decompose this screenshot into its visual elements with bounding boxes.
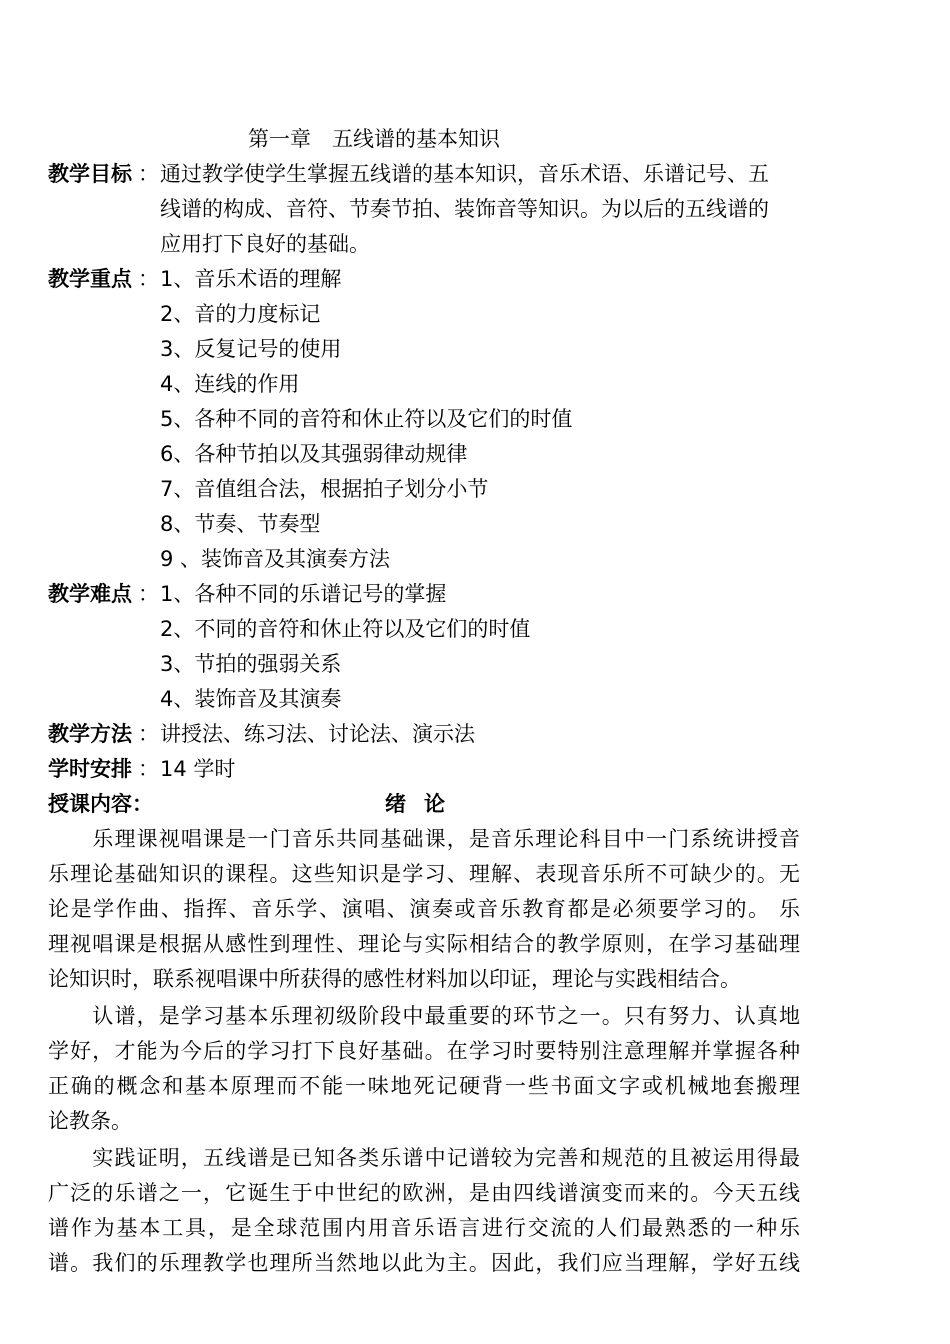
difficult-point-item: 4、装饰音及其演奏 xyxy=(160,687,342,711)
key-point-row xyxy=(0,437,950,472)
paragraph-text: 实践证明，五线谱是已知各类乐谱中记谱较为完善和规范的且被运用得最 xyxy=(48,1146,800,1170)
paragraph-line xyxy=(0,822,950,857)
difficult-point-item: 3、节拍的强弱关系 xyxy=(160,652,342,676)
section-heading: 绪论 xyxy=(385,792,463,816)
key-point-item: 7、音值组合法，根据拍子划分小节 xyxy=(160,477,489,501)
key-point-item: 2、音的力度标记 xyxy=(160,302,321,326)
paragraph-text: 理视唱课是根据从感性到理性、理论与实际相结合的教学原则，在学习基础理 xyxy=(48,932,800,956)
difficult-points-label: 教学难点 xyxy=(48,582,132,606)
difficult-point-row xyxy=(0,647,950,682)
key-point-row xyxy=(0,367,950,402)
key-point-item: 9 、装饰音及其演奏方法 xyxy=(160,547,391,571)
paragraph-text: 谱作为基本工具，是全球范围内用音乐语言进行交流的人们最熟悉的一种乐 xyxy=(48,1216,800,1240)
hours-label: 学时安排 xyxy=(48,757,132,781)
label-colon: ： xyxy=(138,582,159,606)
paragraph-text: 认谱，是学习基本乐理初级阶段中最重要的环节之一。只有努力、认真地 xyxy=(48,1004,800,1028)
difficult-points-row xyxy=(0,577,950,612)
hours-row xyxy=(0,752,950,787)
key-point-row xyxy=(0,402,950,437)
key-points-label: 教学重点 xyxy=(48,267,132,291)
teaching-goal-row xyxy=(0,157,950,192)
paragraph-line xyxy=(0,1141,950,1176)
key-point-item: 4、连线的作用 xyxy=(160,372,300,396)
chapter-title: 第一章 五线谱的基本知识 xyxy=(248,127,500,151)
label-colon: ： xyxy=(138,722,159,746)
key-point-row xyxy=(0,297,950,332)
key-point-row xyxy=(0,507,950,542)
paragraph-text: 论知识时，联系视唱课中所获得的感性材料加以印证，理论与实践相结合。 xyxy=(48,967,741,991)
teaching-goal-label: 教学目标 xyxy=(48,162,132,186)
key-point-row xyxy=(0,472,950,507)
methods-value: 讲授法、练习法、讨论法、演示法 xyxy=(160,722,475,746)
difficult-point-row xyxy=(0,612,950,647)
chapter-title-line xyxy=(0,122,950,157)
paragraph-line xyxy=(0,1211,950,1246)
difficult-point-row xyxy=(0,682,950,717)
paragraph-text: 论教条。 xyxy=(48,1109,132,1133)
content-heading-row xyxy=(0,787,950,822)
methods-row xyxy=(0,717,950,752)
paragraph-line xyxy=(0,1104,950,1139)
key-point-item: 3、反复记号的使用 xyxy=(160,337,342,361)
paragraph-line xyxy=(0,962,950,997)
label-colon: ： xyxy=(138,267,159,291)
label-colon: ： xyxy=(138,757,159,781)
paragraph-line xyxy=(0,999,950,1034)
paragraph-text: 乐理论基础知识的课程。这些知识是学习、理解、表现音乐所不可缺少的。无 xyxy=(48,862,800,886)
paragraph-text: 学好，才能为今后的学习打下良好基础。在学习时要特别注意理解并掌握各种 xyxy=(48,1039,800,1063)
paragraph-line xyxy=(0,857,950,892)
teaching-goal-row-3 xyxy=(0,227,950,262)
key-point-item: 5、各种不同的音符和休止符以及它们的时值 xyxy=(160,407,573,431)
key-point-item: 1、音乐术语的理解 xyxy=(160,267,342,291)
paragraph-line xyxy=(0,1069,950,1104)
paragraph-text: 论是学作曲、指挥、音乐学、演唱、演奏或音乐教育都是必须要学习的。 乐 xyxy=(48,897,800,921)
label-colon: ： xyxy=(138,162,159,186)
content-label: 授课内容： xyxy=(48,792,153,816)
paragraph-text: 广泛的乐谱之一，它诞生于中世纪的欧洲，是由四线谱演变而来的。今天五线 xyxy=(48,1181,800,1205)
teaching-goal-line: 线谱的构成、音符、节奏节拍、装饰音等知识。为以后的五线谱的 xyxy=(160,197,769,221)
key-point-row xyxy=(0,542,950,577)
paragraph-text: 正确的概念和基本原理而不能一味地死记硬背一些书面文字或机械地套搬理 xyxy=(48,1074,800,1098)
paragraph-line xyxy=(0,927,950,962)
key-point-item: 8、节奏、节奏型 xyxy=(160,512,321,536)
difficult-point-item: 1、各种不同的乐谱记号的掌握 xyxy=(160,582,447,606)
paragraph-text: 谱。我们的乐理教学也理所当然地以此为主。因此，我们应当理解，学好五线 xyxy=(48,1251,800,1275)
key-points-row xyxy=(0,262,950,297)
key-point-row xyxy=(0,332,950,367)
hours-value: 14 学时 xyxy=(160,757,236,781)
key-point-item: 6、各种节拍以及其强弱律动规律 xyxy=(160,442,468,466)
difficult-point-item: 2、不同的音符和休止符以及它们的时值 xyxy=(160,617,531,641)
teaching-goal-line: 应用打下良好的基础。 xyxy=(160,232,370,256)
paragraph-line xyxy=(0,1176,950,1211)
paragraph-line xyxy=(0,1246,950,1281)
teaching-goal-line: 通过教学使学生掌握五线谱的基本知识，音乐术语、乐谱记号、五 xyxy=(160,162,769,186)
paragraph-line xyxy=(0,892,950,927)
teaching-goal-row-2 xyxy=(0,192,950,227)
methods-label: 教学方法 xyxy=(48,722,132,746)
paragraph-line xyxy=(0,1034,950,1069)
paragraph-text: 乐理课视唱课是一门音乐共同基础课，是音乐理论科目中一门系统讲授音 xyxy=(48,827,800,851)
